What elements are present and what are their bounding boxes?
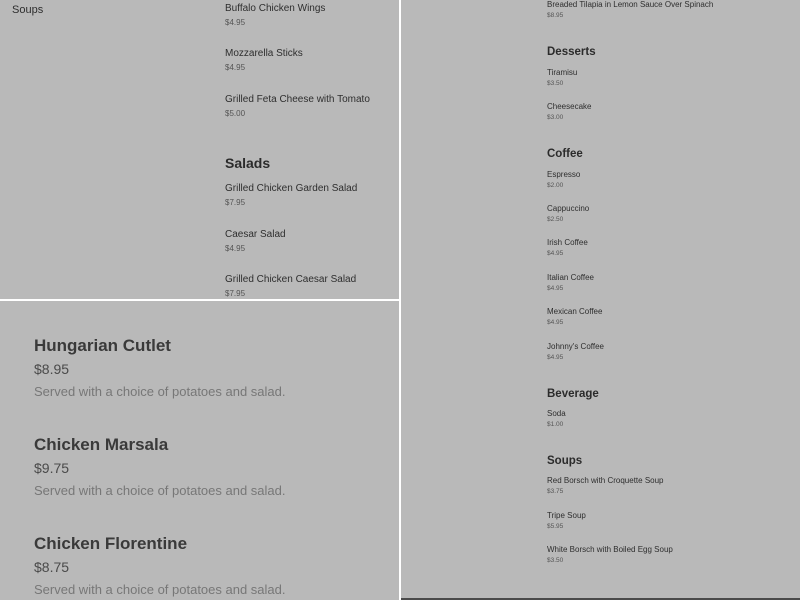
menu-item-name: Tripe Soup (547, 511, 586, 520)
menu-panel-appetizers (0, 0, 399, 299)
menu-item[interactable] (225, 3, 325, 27)
menu-item-price: $8.95 (34, 361, 70, 377)
menu-item[interactable] (225, 229, 286, 253)
menu-item-name: Red Borsch with Croquette Soup (547, 476, 664, 485)
menu-item[interactable] (547, 476, 664, 495)
section-title-coffee: Coffee (547, 148, 583, 160)
menu-item-price: $3.75 (547, 488, 564, 495)
menu-item-name: Chicken Marsala (34, 435, 169, 454)
menu-item-name: Irish Coffee (547, 238, 588, 247)
menu-item-name: Hungarian Cutlet (34, 336, 171, 355)
menu-item-price: $3.00 (547, 114, 564, 121)
section-title-soups: Soups (547, 455, 583, 467)
menu-item-name: Grilled Chicken Garden Salad (225, 183, 358, 194)
menu-item-name: Cappuccino (547, 204, 590, 213)
section-title-desserts: Desserts (547, 46, 596, 58)
menu-panel-desserts-drinks (401, 0, 800, 600)
menu-item-name: Chicken Florentine (34, 534, 188, 553)
menu-item[interactable] (547, 0, 713, 19)
menu-item-name: Grilled Chicken Caesar Salad (225, 274, 357, 285)
menu-item-name: Caesar Salad (225, 229, 286, 240)
menu-item-name: Buffalo Chicken Wings (225, 3, 326, 14)
menu-item-price: $4.95 (547, 319, 564, 326)
menu-item-name: Espresso (547, 170, 581, 179)
menu-item-price: $3.50 (547, 80, 564, 87)
menu-item-price: $9.75 (34, 460, 70, 476)
menu-panel-entrees-zoomed (0, 301, 399, 600)
menu-item[interactable] (547, 511, 586, 530)
panel-divider-vertical (399, 0, 401, 600)
section-title-beverage: Beverage (547, 388, 599, 400)
menu-item-price: $7.95 (225, 289, 246, 298)
sidebar-category-soups[interactable]: Soups (12, 4, 44, 16)
panel-divider-horizontal (0, 299, 399, 301)
menu-item-name: Breaded Tilapia in Lemon Sauce Over Spinach (547, 0, 714, 9)
menu-item[interactable] (547, 102, 591, 121)
menu-item-name: Cheesecake (547, 102, 592, 111)
menu-item-description: Served with a choice of potatoes and salad. (34, 582, 286, 597)
menu-item-price: $3.50 (547, 557, 564, 564)
menu-item-price: $4.95 (225, 18, 246, 27)
menu-item-price: $4.95 (547, 354, 564, 361)
menu-item-description: Served with a choice of potatoes and salad. (34, 384, 286, 399)
menu-item-price: $4.95 (225, 63, 246, 72)
menu-item-name: Mozzarella Sticks (225, 48, 303, 59)
menu-item[interactable] (547, 238, 588, 257)
menu-item-name: Italian Coffee (547, 273, 594, 282)
menu-item[interactable] (225, 274, 356, 298)
menu-item-price: $2.00 (547, 182, 564, 189)
menu-item-price: $8.75 (34, 559, 70, 575)
menu-item[interactable] (34, 435, 286, 498)
menu-item-name: White Borsch with Boiled Egg Soup (547, 545, 673, 554)
menu-item[interactable] (547, 68, 577, 87)
menu-item[interactable] (225, 94, 370, 118)
menu-item[interactable] (547, 307, 602, 326)
menu-item-price: $4.95 (547, 250, 564, 257)
menu-item[interactable] (225, 48, 303, 72)
menu-item[interactable] (547, 204, 589, 223)
menu-item-name: Soda (547, 409, 566, 418)
menu-item-description: Served with a choice of potatoes and salad. (34, 483, 286, 498)
menu-item[interactable] (225, 183, 357, 207)
menu-item-name: Grilled Feta Cheese with Tomato (225, 94, 370, 105)
menu-item[interactable] (547, 409, 566, 428)
menu-item-name: Mexican Coffee (547, 307, 603, 316)
menu-item[interactable] (547, 342, 604, 361)
menu-item-price: $8.95 (547, 12, 564, 19)
menu-item-price: $1.00 (547, 421, 564, 428)
menu-item-price: $5.00 (225, 109, 246, 118)
menu-item-price: $4.95 (547, 285, 564, 292)
menu-item[interactable] (547, 273, 594, 292)
menu-item[interactable] (547, 545, 673, 564)
menu-item-price: $4.95 (225, 244, 246, 253)
section-title-salads: Salads (225, 155, 271, 171)
menu-item-price: $5.95 (547, 523, 564, 530)
menu-item-name: Johnny's Coffee (547, 342, 604, 351)
menu-item-price: $7.95 (225, 198, 246, 207)
menu-item-price: $2.50 (547, 216, 564, 223)
menu-item-name: Tiramisu (547, 68, 578, 77)
menu-item[interactable] (34, 336, 286, 399)
menu-item[interactable] (547, 170, 580, 189)
menu-item[interactable] (34, 534, 286, 597)
